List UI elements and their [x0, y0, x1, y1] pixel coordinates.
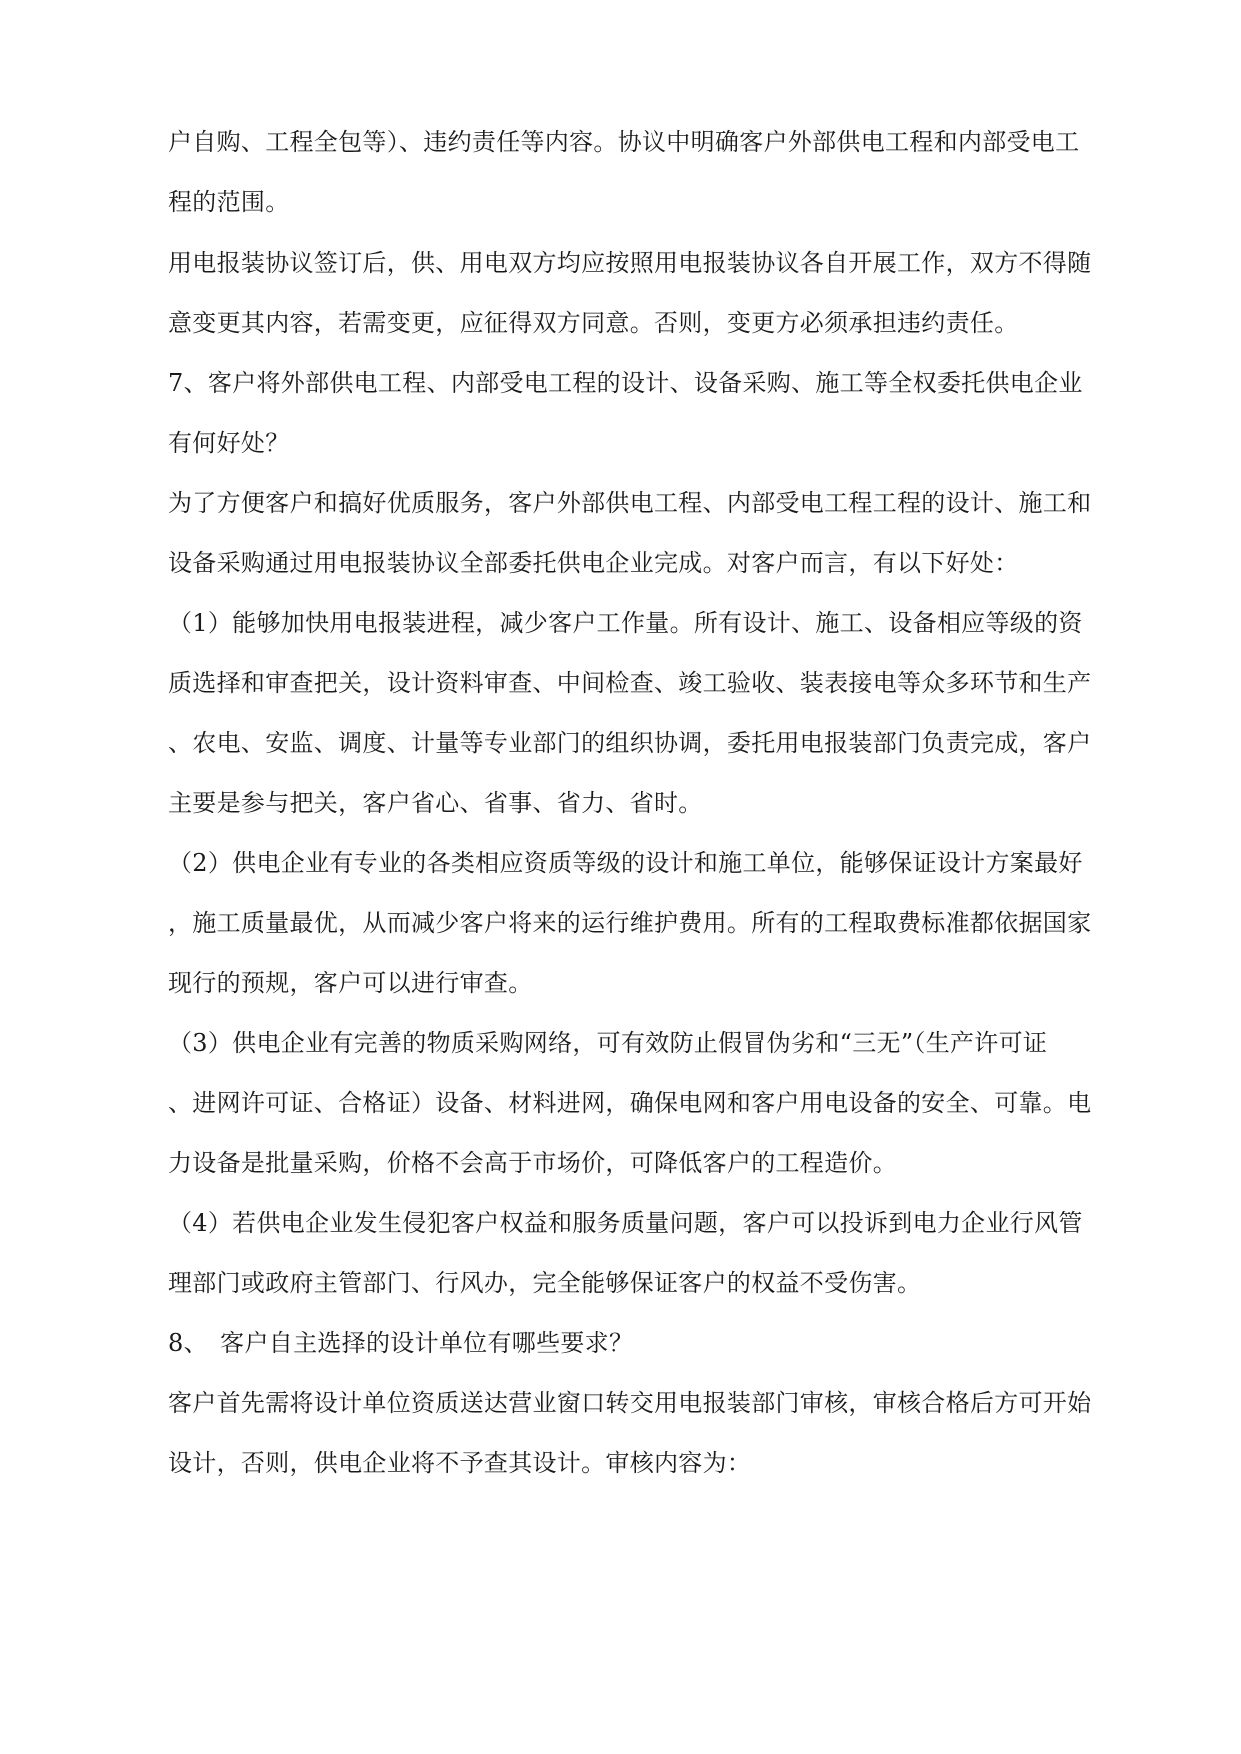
text-line: 用电报装协议签订后，供、用电双方均应按照用电报装协议各自开展工作，双方不得随	[168, 249, 1092, 277]
list-item-line: （4）若供电企业发生侵犯客户权益和服务质量问题，客户可以投诉到电力企业行风管	[168, 1209, 1083, 1237]
text-line: 为了方便客户和搞好优质服务，客户外部供电工程、内部受电工程工程的设计、施工和	[168, 489, 1092, 517]
list-item-line: （2）供电企业有专业的各类相应资质等级的设计和施工单位，能够保证设计方案最好	[168, 849, 1083, 877]
list-item-line: 、农电、安监、调度、计量等专业部门的组织协调，委托用电报装部门负责完成，客户	[168, 729, 1092, 757]
list-item-line: 质选择和审查把关，设计资料审查、中间检查、竣工验收、装表接电等众多环节和生产	[168, 669, 1092, 697]
text-line: 客户首先需将设计单位资质送达营业窗口转交用电报装部门审核，审核合格后方可开始	[168, 1389, 1092, 1417]
list-item-line: 、进网许可证、合格证）设备、材料进网，确保电网和客户用电设备的安全、可靠。电	[168, 1089, 1092, 1117]
list-item-line: （3）供电企业有完善的物质采购网络，可有效防止假冒伪劣和“三无”（生产许可证	[168, 1029, 1048, 1057]
list-item-line: （1）能够加快用电报装进程，减少客户工作量。所有设计、施工、设备相应等级的资	[168, 609, 1083, 637]
list-item-line: 现行的预规，客户可以进行审查。	[168, 969, 533, 997]
list-item-line: ，施工质量最优，从而减少客户将来的运行维护费用。所有的工程取费标准都依据国家	[168, 909, 1092, 937]
text-line: 户自购、工程全包等）、违约责任等内容。协议中明确客户外部供电工程和内部受电工	[168, 128, 1080, 156]
text-line: 意变更其内容，若需变更，应征得双方同意。否则，变更方必须承担违约责任。	[168, 309, 1019, 337]
text-line: 设备采购通过用电报装协议全部委托供电企业完成。对客户而言，有以下好处：	[168, 549, 1019, 577]
question-heading: 有何好处？	[168, 429, 290, 457]
list-item-line: 力设备是批量采购，价格不会高于市场价，可降低客户的工程造价。	[168, 1149, 897, 1177]
question-heading: 8、 客户自主选择的设计单位有哪些要求？	[168, 1329, 634, 1357]
list-item-line: 主要是参与把关，客户省心、省事、省力、省时。	[168, 789, 703, 817]
question-heading: 7、客户将外部供电工程、内部受电工程的设计、设备采购、施工等全权委托供电企业	[168, 369, 1083, 397]
list-item-line: 理部门或政府主管部门、行风办，完全能够保证客户的权益不受伤害。	[168, 1269, 922, 1297]
text-line: 程的范围。	[168, 188, 290, 216]
text-line: 设计，否则，供电企业将不予查其设计。审核内容为：	[168, 1449, 752, 1477]
